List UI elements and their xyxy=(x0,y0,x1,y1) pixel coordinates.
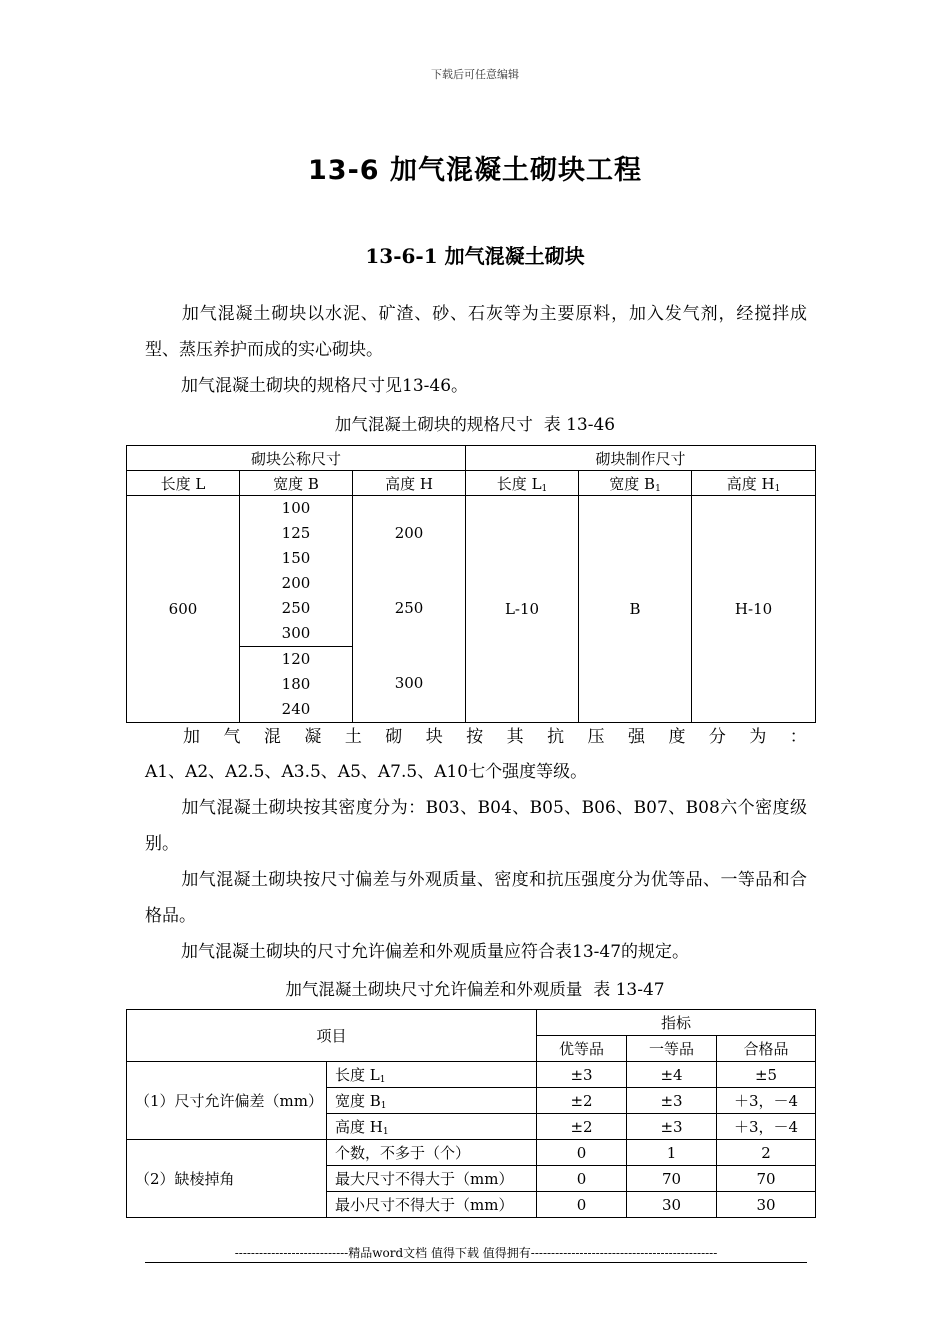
paragraph-grades: 加气混凝土砌块按尺寸偏差与外观质量、密度和抗压强度分为优等品、一等品和合格品。 xyxy=(145,870,807,926)
table-cell: 30 xyxy=(627,1192,717,1218)
paragraph-spec-ref: 加气混凝土砌块的规格尺寸见13-46。 xyxy=(181,376,469,396)
table46-caption-number: 表 13-46 xyxy=(543,415,616,435)
table-cell: 240 xyxy=(281,700,311,718)
table46-length-value: 600 xyxy=(127,496,240,723)
table-cell: 1 xyxy=(627,1140,717,1166)
table-cell: 120 xyxy=(281,650,311,668)
table-cell: ±4 xyxy=(627,1062,717,1088)
table-cell: 300 xyxy=(394,674,424,692)
page-footer: ----------------------------精品word文档 值得下载 值得拥有---------------------------------------------- xyxy=(234,1246,718,1260)
table-cell: 30 xyxy=(717,1192,816,1218)
table46-group-made: 砌块制作尺寸 xyxy=(466,446,816,471)
paragraph-strength-grades: A1、A2、A2.5、A3.5、A5、A7.5、A10七个强度等级。 xyxy=(145,762,588,782)
table47-group2-label: （2）缺棱掉角 xyxy=(127,1140,327,1218)
table46-col-length1: 长度 $L_1$ xyxy=(466,471,579,496)
table46-width1-value: B xyxy=(579,496,692,723)
table46-col-width1: 宽度 $B_1$ xyxy=(579,471,692,496)
table47-col-index: 指标 xyxy=(537,1010,816,1036)
table47-group1-label: （1）尺寸允许偏差（mm） xyxy=(127,1062,327,1140)
table-cell: 0 xyxy=(537,1166,627,1192)
table-cell: 250 xyxy=(281,599,311,617)
table-row: 高度 $H_1$ xyxy=(327,1114,537,1140)
table-row: 最小尺寸不得大于（mm） xyxy=(327,1192,537,1218)
page-title: 13-6 加气混凝土砌块工程 xyxy=(308,155,642,186)
table47-col-grade1: 优等品 xyxy=(537,1036,627,1062)
table46-height1-value: H-10 xyxy=(692,496,816,723)
table-cell: ±3 xyxy=(537,1062,627,1088)
table-cell: ±3 xyxy=(627,1088,717,1114)
table-cell: 180 xyxy=(281,675,311,693)
table-cell: 0 xyxy=(537,1192,627,1218)
table-row: 个数，不多于（个） xyxy=(327,1140,537,1166)
table46-caption-title: 加气混凝土砌块的规格尺寸 xyxy=(334,415,533,434)
table-cell: 200 xyxy=(281,574,311,592)
page-header-note: 下载后可任意编辑 xyxy=(431,68,519,81)
table-cell: 100 xyxy=(281,499,311,517)
table47-col-grade2: 一等品 xyxy=(627,1036,717,1062)
table-cell: ±2 xyxy=(537,1088,627,1114)
table47-caption-title: 加气混凝土砌块尺寸允许偏差和外观质量 xyxy=(285,980,583,999)
table-cell: ＋3，－4 xyxy=(717,1114,816,1140)
table47-caption-number: 表 13-47 xyxy=(593,980,665,1000)
table47-caption xyxy=(0,975,950,1000)
table46-col-length: 长度 L xyxy=(127,471,240,496)
table46-col-height1: 高度 $H_1$ xyxy=(692,471,816,496)
table-cell: 70 xyxy=(717,1166,816,1192)
table-cell: ±5 xyxy=(717,1062,816,1088)
paragraph-density: 加气混凝土砌块按其密度分为：B03、B04、B05、B06、B07、B08六个密度级别。 xyxy=(145,798,807,854)
table-cell: 250 xyxy=(394,599,424,617)
table46-col-width: 宽度 B xyxy=(240,471,353,496)
table46-height-values xyxy=(353,496,466,723)
paragraph-intro: 加气混凝土砌块以水泥、矿渣、砂、石灰等为主要原料，加入发气剂，经搅拌成型、蒸压养护而成的实心砌块。 xyxy=(145,304,807,360)
footer-divider xyxy=(145,1262,807,1263)
section-title: 13-6-1 加气混凝土砌块 xyxy=(365,244,585,268)
table-row: 最大尺寸不得大于（mm） xyxy=(327,1166,537,1192)
paragraph-tolerance-ref: 加气混凝土砌块的尺寸允许偏差和外观质量应符合表13-47的规定。 xyxy=(181,942,690,962)
table-cell: ±2 xyxy=(537,1114,627,1140)
table-cell: 300 xyxy=(281,624,311,642)
table-row: 长度 $L_1$ xyxy=(327,1062,537,1088)
table46-col-height: 高度 H xyxy=(353,471,466,496)
table-cell: ±3 xyxy=(627,1114,717,1140)
table-row: 宽度 $B_1$ xyxy=(327,1088,537,1114)
table-13-46 xyxy=(126,445,816,723)
table-13-47 xyxy=(126,1009,816,1218)
table-cell: 200 xyxy=(394,524,424,542)
table-cell: 2 xyxy=(717,1140,816,1166)
table46-caption xyxy=(0,410,950,435)
table46-width-group1 xyxy=(240,496,353,647)
paragraph-strength-spread: 加 气 混 凝 土 砌 块 按 其 抗 压 强 度 分 为 ： xyxy=(183,726,807,747)
table-cell: 150 xyxy=(281,549,311,567)
table47-col-grade3: 合格品 xyxy=(717,1036,816,1062)
table-cell: ＋3，－4 xyxy=(717,1088,816,1114)
table46-length1-value: L-10 xyxy=(466,496,579,723)
table-cell: 70 xyxy=(627,1166,717,1192)
table46-width-group2 xyxy=(240,647,353,723)
table-cell: 125 xyxy=(281,524,311,542)
table47-col-item: 项目 xyxy=(127,1010,537,1062)
table46-group-nominal: 砌块公称尺寸 xyxy=(127,446,466,471)
table-cell: 0 xyxy=(537,1140,627,1166)
